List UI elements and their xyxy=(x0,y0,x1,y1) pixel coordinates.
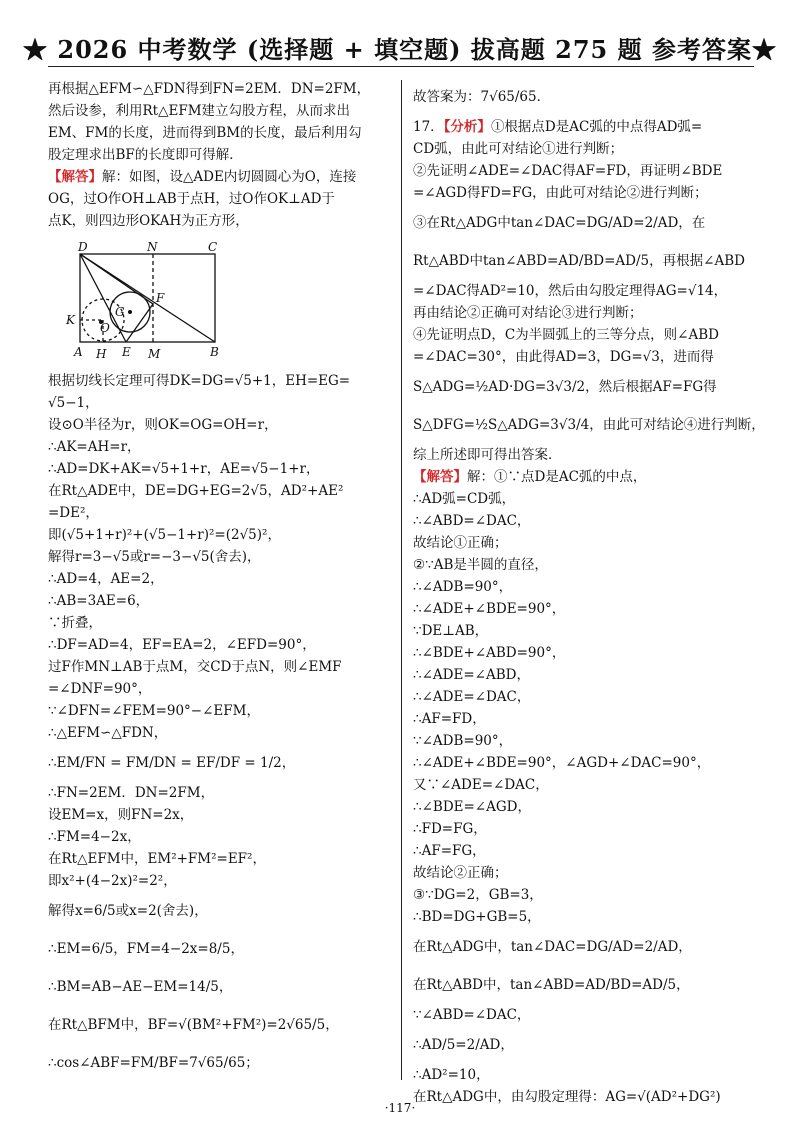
text-line: 在Rt△ADG中，由勾股定理得：AG=√(AD²+DG²) xyxy=(413,1089,721,1105)
formula-line: ∴EM/FN = FM/DN = EF/DF = 1/2， xyxy=(48,755,296,771)
text-line: ∴∠ADE=∠DAC， xyxy=(413,689,531,705)
text-line: ∴FD=FG， xyxy=(413,821,487,837)
text-line: ∴∠ADB=90°， xyxy=(413,579,513,595)
text-line: 点K，则四边形OKAH为正方形， xyxy=(48,213,249,229)
text-line: 即x²+(4−2x)²=2²， xyxy=(48,873,177,889)
label-h: H xyxy=(96,347,107,361)
text-line: ②∵AB是半圆的直径， xyxy=(413,557,548,573)
text-line: 然后设参，利用Rt△EFM建立勾股方程，从而求出 xyxy=(48,103,351,119)
text-line: ③∵DG=2，GB=3， xyxy=(413,887,543,903)
text-line: CD弧，由此可对结论①进行判断； xyxy=(413,141,624,157)
proof-steps xyxy=(413,488,753,928)
answer-first: 解：①∵点D是AC弧的中点， xyxy=(467,469,647,485)
page-number: ·117· xyxy=(384,1101,416,1115)
text-line: ∴FN=2EM．DN=2FM， xyxy=(48,785,215,801)
formula-line: ∴cos∠ABF=FM/BF=7√65/65； xyxy=(48,1055,259,1071)
text-line: 再由结论②正确可对结论③进行判断； xyxy=(413,305,643,321)
right-column xyxy=(413,78,765,1108)
label-b: B xyxy=(210,345,219,359)
text-line: ∴△EFM∽△FDN， xyxy=(48,725,168,741)
text-line: EM、FM的长度，进而得到BM的长度，最后利用勾 xyxy=(48,125,362,141)
formula-line: S△ADG=½AD·DG=3√3/2，然后根据AF=FG得 xyxy=(413,379,717,395)
page-header-title: ★ 2026 中考数学 (选择题 + 填空题) 拔高题 275 题 参考答案★ xyxy=(23,35,777,64)
text-line: ∴AB=3AE=6， xyxy=(48,593,150,609)
answer-intro: 解：如图，设△ADE内切圆圆心为O，连接 xyxy=(102,169,357,185)
answer-intro-line xyxy=(48,166,393,188)
text-line: ∴DF=AD=4，EF=EA=2，∠EFD=90°， xyxy=(48,637,316,653)
text-line: ④先证明点D，C为半圆弧上的三等分点，则∠ABD xyxy=(413,327,719,343)
text-line: 设EM=x，则FN=2x， xyxy=(48,807,194,823)
header-rule xyxy=(48,66,754,67)
solution-steps-1 xyxy=(48,370,393,744)
text-line: 股定理求出BF的长度即可得解． xyxy=(48,147,243,163)
question-number: 17． xyxy=(413,119,444,135)
label-e: E xyxy=(122,345,131,359)
analysis-tag: 【分析】 xyxy=(443,119,491,135)
text-line: ∴∠ADE=∠ABD， xyxy=(413,667,530,683)
text-line: 综上所述即可得出答案． xyxy=(413,447,562,463)
text-line: ∴∠ABD=∠DAC， xyxy=(413,513,531,529)
text-line: ∴∠BDE+∠ABD=90°， xyxy=(413,645,566,661)
formula-line: ∴EM=6/5，FM=4−2x=8/5， xyxy=(48,941,244,957)
point-circle-center-dot xyxy=(128,310,132,314)
text-line: 设⊙O半径为r，则OK=OG=OH=r， xyxy=(48,417,278,433)
answer-tag: 【解答】 xyxy=(413,469,467,485)
text-line: 再根据△EFM∽△FDN得到FN=2EM．DN=2FM， xyxy=(48,81,371,97)
label-m: M xyxy=(148,347,161,361)
label-f: F xyxy=(156,291,165,305)
solution-steps-3 xyxy=(48,892,393,1082)
left-column xyxy=(48,78,393,1082)
solution-steps-2 xyxy=(48,782,393,892)
text-line: ∴AD弧=CD弧， xyxy=(413,491,516,507)
formula-line: 在Rt△ABD中，tan∠ABD=AD/BD=AD/5， xyxy=(413,977,690,993)
label-a: A xyxy=(74,345,83,359)
label-o: O xyxy=(100,321,110,335)
geometry-figure xyxy=(60,242,260,364)
text-line: ∵DE⊥AB， xyxy=(413,623,489,639)
formula-line: ∴AD/5=2/AD， xyxy=(413,1037,514,1053)
label-k: K xyxy=(66,313,75,327)
text-line: ∴AD=4，AE=2， xyxy=(48,571,164,587)
text-line: OG，过O作OH⊥AB于点H，过O作OK⊥AD于 xyxy=(48,191,335,207)
text-line: ∴FM=4−2x， xyxy=(48,829,141,845)
text-line: =∠DNF=90°， xyxy=(48,681,152,697)
segment-ef xyxy=(126,304,153,342)
text-line: ∴BD=DG+GB=5， xyxy=(413,909,541,925)
formula-line: ∴BM=AB−AE−EM=14/5， xyxy=(48,979,233,995)
text-line: =∠DAC得AD²=10，然后由勾股定理得AG=√14， xyxy=(413,283,728,299)
text-line: ∴∠ADE+∠BDE=90°，∠AGD+∠DAC=90°， xyxy=(413,755,711,771)
text-line: =∠AGD得FD=FG，由此可对结论②进行判断； xyxy=(413,185,708,201)
analysis-first-line xyxy=(413,116,753,138)
answer-first-line xyxy=(413,466,753,488)
text-line: ②先证明∠ADE=∠DAC得AF=FD，再证明∠BDE xyxy=(413,163,723,179)
text-line: 即(√5+1+r)²+(√5−1+r)²=(2√5)²， xyxy=(48,527,281,543)
text-line: ∵∠ABD=∠DAC， xyxy=(413,1007,531,1023)
formula-line: ③在Rt△ADG中tan∠DAC=DG/AD=2/AD，在 xyxy=(413,215,706,231)
text-line: ∴AF=FG， xyxy=(413,843,486,859)
label-n: N xyxy=(147,242,158,254)
text-line: ∴∠BDE=∠AGD， xyxy=(413,799,531,815)
label-c: C xyxy=(208,242,218,254)
text-line: ∴∠ADE+∠BDE=90°， xyxy=(413,601,566,617)
text-line: =∠DAC=30°，由此得AD=3，DG=√3，进而得 xyxy=(413,349,714,365)
text-line: ∴AD²=10， xyxy=(413,1067,490,1083)
label-d: D xyxy=(78,242,88,254)
text-line: ∵折叠， xyxy=(48,615,102,631)
text-line: ∴AK=AH=r， xyxy=(48,439,141,455)
text-line: 故结论①正确； xyxy=(413,535,508,551)
text-line: 解得r=3−√5或r=−3−√5(舍去)， xyxy=(48,549,261,565)
formula-line: 在Rt△BFM中，BF=√(BM²+FM²)=2√65/5， xyxy=(48,1017,339,1033)
previous-answer-line: 故答案为：7√65/65． xyxy=(413,89,551,105)
formula-line: S△DFG=½S△ADG=3√3/4，由此可对结论④进行判断， xyxy=(413,417,765,433)
column-divider xyxy=(401,80,402,1080)
text-line: ∴AD=DK+AK=√5+1+r，AE=√5−1+r， xyxy=(48,461,320,477)
formula-line: Rt△ABD中tan∠ABD=AD/BD=AD/5，再根据∠ABD xyxy=(413,253,745,269)
text-line: 又∵∠ADE=∠DAC， xyxy=(413,777,549,793)
analysis-first: ①根据点D是AC弧的中点得AD弧= xyxy=(490,119,703,135)
text-line: 在Rt△ADE中，DE=DG+EG=2√5，AD²+AE² xyxy=(48,483,344,499)
text-line: 在Rt△EFM中，EM²+FM²=EF²， xyxy=(48,851,266,867)
text-line: ∵∠ADB=90°， xyxy=(413,733,513,749)
text-line: =DE²， xyxy=(48,505,99,521)
text-line: √5−1， xyxy=(48,395,99,411)
text-line: 故结论②正确； xyxy=(413,865,508,881)
formula-line: 在Rt△ADG中，tan∠DAC=DG/AD=2/AD， xyxy=(413,939,692,955)
formula-line: 解得x=6/5或x=2(舍去)， xyxy=(48,903,208,919)
answer-tag: 【解答】 xyxy=(48,169,102,185)
analysis-continuation xyxy=(48,78,393,166)
text-line: ∵∠DFN=∠FEM=90°−∠EFM， xyxy=(48,703,260,719)
label-g: G xyxy=(115,305,125,319)
text-line: 过F作MN⊥AB于点M，交CD于点N，则∠EMF xyxy=(48,659,342,675)
text-line: ∴AF=FD， xyxy=(413,711,486,727)
text-line: 根据切线长定理可得DK=DG=√5+1，EH=EG= xyxy=(48,373,351,389)
